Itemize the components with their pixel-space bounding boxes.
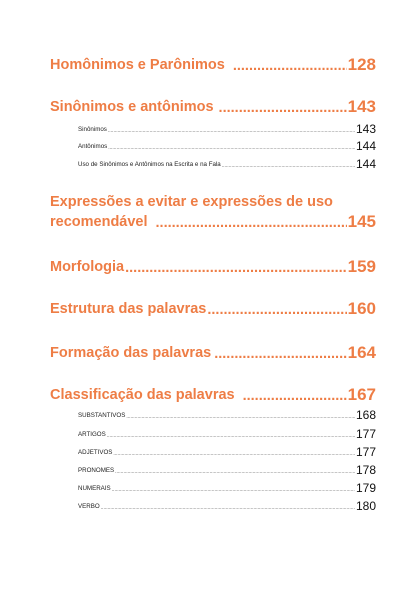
toc-entry-morfologia[interactable] xyxy=(50,258,376,276)
toc-leader-dots xyxy=(113,450,355,458)
toc-subentry-title: NUMERAIS xyxy=(78,485,111,492)
toc-leader-dots xyxy=(126,413,355,421)
toc-subentry-title: PRONOMES xyxy=(78,467,115,474)
toc-subentry-verbo[interactable] xyxy=(78,500,376,512)
toc-leader-dots xyxy=(125,260,347,276)
toc-subentry-sinonimos[interactable] xyxy=(78,123,376,135)
toc-leader-dots xyxy=(112,486,355,494)
toc-leader-dots xyxy=(101,504,355,512)
toc-subentry-title: ARTIGOS xyxy=(78,431,106,438)
toc-entry-homonimos[interactable] xyxy=(50,56,376,74)
toc-subentry-page: 179 xyxy=(355,481,376,495)
toc-subentry-page: 144 xyxy=(355,139,376,153)
toc-entry-sinonimos[interactable] xyxy=(50,98,376,116)
toc-leader-dots xyxy=(156,215,347,231)
toc-subentry-page: 177 xyxy=(355,427,376,441)
toc-subentry-artigos[interactable] xyxy=(78,428,376,440)
toc-subentry-adjetivos[interactable] xyxy=(78,446,376,458)
toc-leader-dots xyxy=(243,388,347,404)
toc-subentry-pronomes[interactable] xyxy=(78,464,376,476)
toc-subentry-antonimos[interactable] xyxy=(78,140,376,152)
toc-entry-page: 164 xyxy=(347,343,376,362)
toc-entry-estrutura[interactable] xyxy=(50,300,376,318)
toc-subentry-title: SUBSTANTIVOS xyxy=(78,412,126,419)
toc-subentry-page: 144 xyxy=(355,157,376,171)
toc-subentry-title: ADJETIVOS xyxy=(78,449,113,456)
toc-subentry-title: Sinônimos xyxy=(78,126,107,133)
toc-subentry-title: Uso de Sinônimos e Antônimos na Escrita e na Fala xyxy=(78,161,221,168)
toc-leader-dots xyxy=(107,432,355,440)
toc-entry-formacao[interactable] xyxy=(50,344,376,362)
toc-leader-dots xyxy=(207,302,346,318)
toc-entry-page: 145 xyxy=(347,212,376,231)
toc-entry-title: Morfologia xyxy=(50,259,125,275)
toc-leader-dots xyxy=(219,100,347,116)
toc-entry-title: Formação das palavras xyxy=(50,345,212,361)
toc-subentry-title: VERBO xyxy=(78,503,100,510)
toc-entry-page: 143 xyxy=(347,97,376,116)
toc-subentry-page: 143 xyxy=(355,122,376,136)
toc-subentry-numerais[interactable] xyxy=(78,482,376,494)
toc-subentry-page: 168 xyxy=(355,408,376,422)
toc-entry-expressoes[interactable] xyxy=(50,213,376,231)
toc-entry-title: Homônimos e Parônimos xyxy=(50,57,225,73)
toc-leader-dots xyxy=(233,58,347,74)
toc-entry-page: 167 xyxy=(347,385,376,404)
toc-entry-title: Sinônimos e antônimos xyxy=(50,99,214,115)
toc-leader-dots xyxy=(214,346,346,362)
toc-entry-title: recomendável xyxy=(50,214,148,230)
toc-entry-title-line1[interactable]: Expressões a evitar e expressões de uso xyxy=(50,194,333,210)
toc-leader-dots xyxy=(115,468,355,476)
toc-leader-dots xyxy=(108,144,355,152)
toc-subentry-uso[interactable] xyxy=(78,158,376,170)
toc-entry-title: Classificação das palavras xyxy=(50,387,235,403)
toc-entry-page: 159 xyxy=(347,257,376,276)
toc-leader-dots xyxy=(222,162,355,170)
toc-entry-classificacao[interactable] xyxy=(50,386,376,404)
toc-entry-title: Estrutura das palavras xyxy=(50,301,207,317)
toc-entry-page: 160 xyxy=(347,299,376,318)
toc-subentry-substantivos[interactable] xyxy=(78,409,376,421)
toc-subentry-page: 178 xyxy=(355,463,376,477)
toc-subentry-page: 180 xyxy=(355,499,376,513)
toc-subentry-page: 177 xyxy=(355,445,376,459)
toc-leader-dots xyxy=(108,127,355,135)
toc-subentry-title: Antônimos xyxy=(78,143,108,150)
toc-entry-page: 128 xyxy=(347,55,376,74)
